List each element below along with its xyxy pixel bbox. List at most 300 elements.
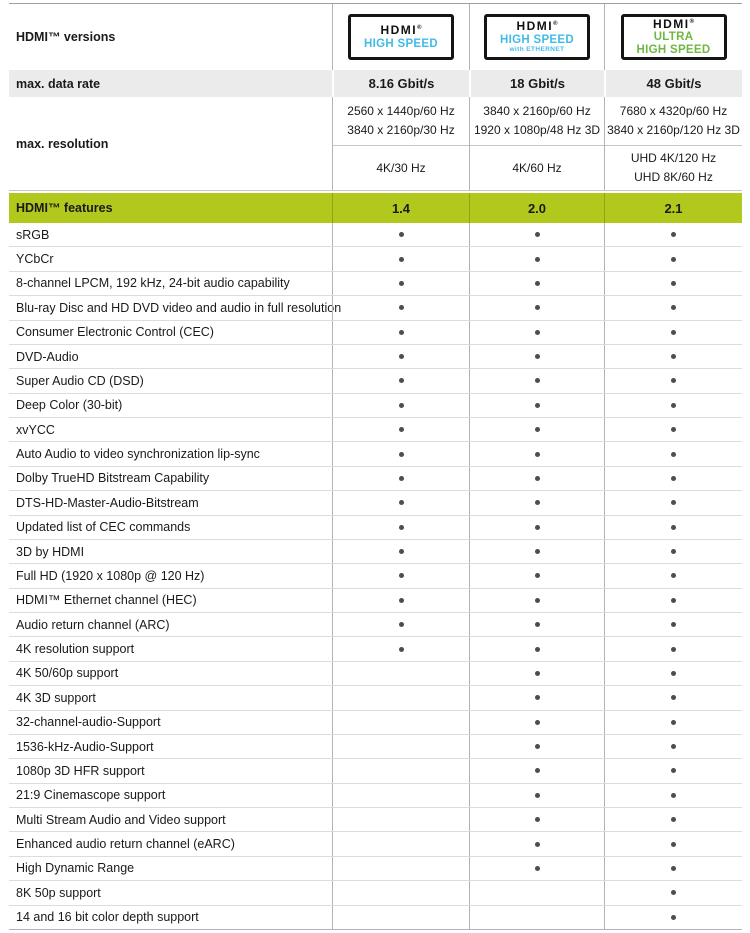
support-cell-hdmi14 [332,321,469,344]
feature-row [9,223,742,247]
feature-label-cell [9,881,332,904]
support-cell-hdmi20 [469,637,604,660]
feature-row [9,662,742,686]
support-cell-hdmi21 [604,564,742,587]
support-cell-hdmi21 [604,516,742,539]
support-cell-hdmi21 [604,613,742,636]
support-dot [399,305,404,310]
support-cell-hdmi14 [332,223,469,246]
feature-label: Deep Color (30-bit) [16,398,123,413]
feature-label: Multi Stream Audio and Video support [16,812,226,827]
feature-label: HDMI™ Ethernet channel (HEC) [16,593,197,608]
feature-label-cell [9,784,332,807]
support-cell-hdmi14 [332,735,469,758]
badge-line: ULTRA [653,31,694,44]
support-dot [671,671,676,676]
support-cell-hdmi21 [604,272,742,295]
support-dot [535,452,540,457]
support-dot [535,354,540,359]
hdmi-logo-text: HDMI [652,16,690,31]
support-dot [671,720,676,725]
support-dot [671,647,676,652]
feature-label: Blu-ray Disc and HD DVD video and audio in full resolution [16,300,342,315]
feature-row [9,442,742,466]
support-cell-hdmi20 [469,808,604,831]
feature-label-cell [9,711,332,734]
version-number-hdmi20: 2.0 [469,193,604,223]
feature-row [9,711,742,735]
support-dot [671,842,676,847]
feature-row [9,881,742,905]
hdmi-comparison-table [9,3,742,930]
support-dot [399,232,404,237]
support-cell-hdmi21 [604,832,742,855]
support-cell-hdmi21 [604,369,742,392]
support-dot [535,817,540,822]
versions-header-row [9,4,742,70]
features-list [9,223,742,930]
feature-label: 8-channel LPCM, 192 kHz, 24-bit audio capability [16,276,290,291]
support-cell-hdmi20 [469,686,604,709]
feature-label-cell [9,808,332,831]
support-cell-hdmi21 [604,857,742,880]
support-dot [399,257,404,262]
versions-row-label-text: HDMI™ versions [16,30,116,44]
support-cell-hdmi14 [332,491,469,514]
support-cell-hdmi21 [604,223,742,246]
support-dot [535,573,540,578]
support-dot [399,330,404,335]
feature-label-cell [9,442,332,465]
feature-label-cell [9,540,332,563]
support-cell-hdmi20 [469,321,604,344]
feature-row [9,491,742,515]
feature-label: sRGB [16,227,50,242]
support-cell-hdmi21 [604,808,742,831]
support-dot [399,549,404,554]
feature-label: 1536-kHz-Audio-Support [16,739,154,754]
support-cell-hdmi21 [604,296,742,319]
support-dot [671,695,676,700]
feature-row [9,467,742,491]
support-cell-hdmi14 [332,369,469,392]
resolution-value: UHD 4K/120 Hz [630,151,717,166]
support-dot [399,573,404,578]
feature-label-cell [9,394,332,417]
feature-label: YCbCr [16,252,54,267]
feature-row [9,418,742,442]
features-header-label [9,193,332,223]
feature-label-cell [9,637,332,660]
support-cell-hdmi20 [469,442,604,465]
versions-row-label [9,4,332,70]
support-dot [671,257,676,262]
support-cell-hdmi14 [332,540,469,563]
support-cell-hdmi21 [604,711,742,734]
support-dot [399,598,404,603]
support-cell-hdmi20 [469,540,604,563]
feature-label-cell [9,906,332,929]
support-dot [399,354,404,359]
support-cell-hdmi21 [604,442,742,465]
support-dot [535,768,540,773]
feature-row [9,321,742,345]
feature-row [9,540,742,564]
badge-subline: with ETHERNET [509,45,565,53]
feature-label-cell [9,564,332,587]
support-dot [535,305,540,310]
support-cell-hdmi14 [332,784,469,807]
feature-label-cell [9,491,332,514]
feature-row [9,832,742,856]
support-cell-hdmi14 [332,296,469,319]
support-cell-hdmi20 [469,564,604,587]
support-dot [399,281,404,286]
feature-label: Super Audio CD (DSD) [16,373,144,388]
data-rate-label [9,70,332,97]
support-cell-hdmi21 [604,735,742,758]
support-dot [535,720,540,725]
feature-label-cell [9,223,332,246]
feature-label: 4K resolution support [16,642,135,657]
feature-row [9,613,742,637]
resolution-top-hdmi20 [470,97,604,146]
feature-label: High Dynamic Range [16,861,135,876]
feature-label-cell [9,613,332,636]
support-dot [535,671,540,676]
support-cell-hdmi20 [469,516,604,539]
data-rate-label-text: max. data rate [16,76,101,91]
feature-label: xvYCC [16,422,55,437]
support-dot [671,378,676,383]
support-cell-hdmi20 [469,881,604,904]
support-dot [671,817,676,822]
support-cell-hdmi21 [604,784,742,807]
support-cell-hdmi14 [332,832,469,855]
resolution-bottom-hdmi21 [605,146,742,190]
feature-label-cell [9,296,342,319]
feature-row [9,735,742,759]
feature-row [9,564,742,588]
support-cell-hdmi20 [469,589,604,612]
support-cell-hdmi14 [332,418,469,441]
support-cell-hdmi21 [604,345,742,368]
support-dot [671,330,676,335]
support-dot [535,695,540,700]
resolution-value: 4K/60 Hz [512,160,562,175]
feature-label: 1080p 3D HFR support [16,763,145,778]
feature-label-cell [9,247,332,270]
support-dot [671,793,676,798]
support-cell-hdmi21 [604,906,742,929]
feature-label: 8K 50p support [16,885,101,900]
feature-label-cell [9,272,332,295]
support-cell-hdmi20 [469,906,604,929]
resolution-cell-hdmi20 [469,97,604,190]
support-cell-hdmi20 [469,491,604,514]
support-cell-hdmi20 [469,296,604,319]
version-number-hdmi21: 2.1 [604,193,742,223]
support-cell-hdmi14 [332,394,469,417]
feature-label: Full HD (1920 x 1080p @ 120 Hz) [16,568,205,583]
resolution-row [9,97,742,191]
support-dot [535,866,540,871]
support-dot [399,378,404,383]
support-dot [535,500,540,505]
support-cell-hdmi14 [332,589,469,612]
feature-label-cell [9,321,332,344]
support-cell-hdmi14 [332,637,469,660]
support-dot [535,330,540,335]
support-cell-hdmi21 [604,759,742,782]
feature-label-cell [9,516,332,539]
support-cell-hdmi20 [469,784,604,807]
support-cell-hdmi21 [604,394,742,417]
support-dot [671,744,676,749]
resolution-top-hdmi21 [605,97,742,146]
feature-row [9,759,742,783]
registered-mark: ® [689,18,695,25]
feature-label: 4K 3D support [16,690,96,705]
support-cell-hdmi20 [469,247,604,270]
support-cell-hdmi20 [469,467,604,490]
feature-row [9,589,742,613]
support-cell-hdmi21 [604,491,742,514]
support-dot [671,500,676,505]
feature-row [9,906,742,930]
resolution-bottom-hdmi20 [470,146,604,190]
support-dot [671,403,676,408]
support-dot [671,573,676,578]
support-dot [535,378,540,383]
hdmi-logo-text: HDMI [516,19,554,34]
hdmi-ultra-high-speed-badge [621,14,727,60]
feature-label: Audio return channel (ARC) [16,617,170,632]
support-cell-hdmi14 [332,442,469,465]
data-rate-hdmi20: 18 Gbit/s [469,70,604,97]
support-dot [535,427,540,432]
feature-row [9,247,742,271]
support-cell-hdmi14 [332,759,469,782]
support-cell-hdmi21 [604,540,742,563]
badge-line: HIGH SPEED [636,44,711,57]
support-cell-hdmi20 [469,662,604,685]
feature-label-cell [9,418,332,441]
feature-row [9,394,742,418]
feature-label-cell [9,686,332,709]
feature-label: DVD-Audio [16,349,79,364]
feature-label-cell [9,345,332,368]
support-cell-hdmi14 [332,711,469,734]
resolution-bottom-hdmi14 [333,146,469,190]
feature-label-cell [9,735,332,758]
support-dot [671,427,676,432]
data-rate-row [9,70,742,97]
support-dot [671,890,676,895]
support-dot [399,427,404,432]
resolution-value: 3840 x 2160p/30 Hz [347,123,455,137]
support-dot [535,598,540,603]
feature-row [9,296,742,320]
support-cell-hdmi20 [469,832,604,855]
resolution-value: 3840 x 2160p/60 Hz [483,104,591,119]
support-cell-hdmi20 [469,857,604,880]
badge-cell-ultra-high-speed [604,4,742,70]
support-cell-hdmi20 [469,223,604,246]
support-dot [671,866,676,871]
feature-row [9,808,742,832]
support-cell-hdmi21 [604,247,742,270]
support-dot [535,525,540,530]
support-dot [671,232,676,237]
support-dot [399,452,404,457]
support-cell-hdmi20 [469,735,604,758]
support-cell-hdmi20 [469,711,604,734]
feature-label-cell [9,759,332,782]
resolution-top-hdmi14 [333,97,469,146]
support-dot [399,476,404,481]
support-dot [399,647,404,652]
feature-row [9,272,742,296]
support-cell-hdmi14 [332,564,469,587]
feature-label: 32-channel-audio-Support [16,715,161,730]
support-cell-hdmi20 [469,369,604,392]
feature-row [9,516,742,540]
feature-label-cell [9,832,332,855]
feature-label: Auto Audio to video synchronization lip-sync [16,447,260,462]
support-cell-hdmi14 [332,906,469,929]
feature-label: Dolby TrueHD Bitstream Capability [16,471,210,486]
support-cell-hdmi14 [332,881,469,904]
resolution-value: 3840 x 2160p/120 Hz 3D [607,123,740,137]
support-cell-hdmi14 [332,686,469,709]
support-cell-hdmi20 [469,418,604,441]
support-dot [535,281,540,286]
features-header-label-text: HDMI™ features [16,201,113,215]
feature-row [9,637,742,661]
feature-label-cell [9,589,332,612]
support-cell-hdmi21 [604,881,742,904]
support-cell-hdmi20 [469,272,604,295]
support-dot [535,744,540,749]
support-cell-hdmi14 [332,467,469,490]
support-dot [535,257,540,262]
feature-label: 4K 50/60p support [16,666,119,681]
support-dot [671,305,676,310]
support-dot [671,768,676,773]
feature-label: DTS-HD-Master-Audio-Bitstream [16,495,199,510]
support-cell-hdmi21 [604,321,742,344]
support-cell-hdmi14 [332,857,469,880]
support-dot [535,793,540,798]
version-number-hdmi14: 1.4 [332,193,469,223]
support-dot [535,647,540,652]
support-dot [671,476,676,481]
support-cell-hdmi21 [604,467,742,490]
support-cell-hdmi21 [604,662,742,685]
support-dot [671,525,676,530]
support-cell-hdmi14 [332,662,469,685]
hdmi-logo [516,20,557,33]
resolution-value: 4K/30 Hz [376,160,426,175]
resolution-label [9,97,332,190]
hdmi-high-speed-ethernet-badge [484,14,590,60]
feature-row [9,686,742,710]
feature-label: Consumer Electronic Control (CEC) [16,325,214,340]
support-dot [671,354,676,359]
support-dot [399,525,404,530]
features-header-row [9,193,742,223]
support-cell-hdmi21 [604,637,742,660]
feature-label-cell [9,857,332,880]
support-dot [671,281,676,286]
feature-row [9,369,742,393]
resolution-value: UHD 8K/60 Hz [634,170,713,184]
feature-row [9,345,742,369]
support-dot [671,622,676,627]
support-cell-hdmi21 [604,418,742,441]
data-rate-hdmi14: 8.16 Gbit/s [332,70,469,97]
hdmi-high-speed-badge [348,14,454,60]
hdmi-logo [653,18,694,31]
resolution-cell-hdmi14 [332,97,469,190]
support-cell-hdmi14 [332,516,469,539]
hdmi-logo-text: HDMI [380,23,418,38]
feature-label: Updated list of CEC commands [16,520,191,535]
support-cell-hdmi20 [469,613,604,636]
support-dot [535,232,540,237]
support-cell-hdmi14 [332,613,469,636]
support-dot [535,476,540,481]
registered-mark: ® [417,25,422,32]
feature-label: Enhanced audio return channel (eARC) [16,837,235,852]
resolution-value: 1920 x 1080p/48 Hz 3D [473,123,601,137]
support-cell-hdmi20 [469,345,604,368]
support-dot [535,622,540,627]
feature-label: 14 and 16 bit color depth support [16,910,199,925]
support-cell-hdmi21 [604,589,742,612]
feature-label: 3D by HDMI [16,544,85,559]
support-dot [399,403,404,408]
data-rate-hdmi21: 48 Gbit/s [604,70,742,97]
support-cell-hdmi21 [604,686,742,709]
support-dot [535,842,540,847]
support-cell-hdmi14 [332,808,469,831]
badge-line: HIGH SPEED [500,33,574,46]
badge-cell-high-speed-ethernet [469,4,604,70]
feature-label-cell [9,369,332,392]
support-dot [671,598,676,603]
feature-row [9,857,742,881]
support-cell-hdmi14 [332,272,469,295]
registered-mark: ® [553,21,558,28]
hdmi-logo [380,24,421,37]
support-dot [671,452,676,457]
support-cell-hdmi20 [469,759,604,782]
feature-label: 21:9 Cinemascope support [16,788,166,803]
feature-label-cell [9,662,332,685]
badge-cell-high-speed [332,4,469,70]
feature-row [9,784,742,808]
feature-label-cell [9,467,332,490]
support-cell-hdmi20 [469,394,604,417]
resolution-value: 2560 x 1440p/60 Hz [347,104,455,119]
resolution-value: 7680 x 4320p/60 Hz [619,104,728,119]
support-dot [535,403,540,408]
support-dot [399,500,404,505]
resolution-label-text: max. resolution [16,136,109,151]
support-cell-hdmi14 [332,247,469,270]
